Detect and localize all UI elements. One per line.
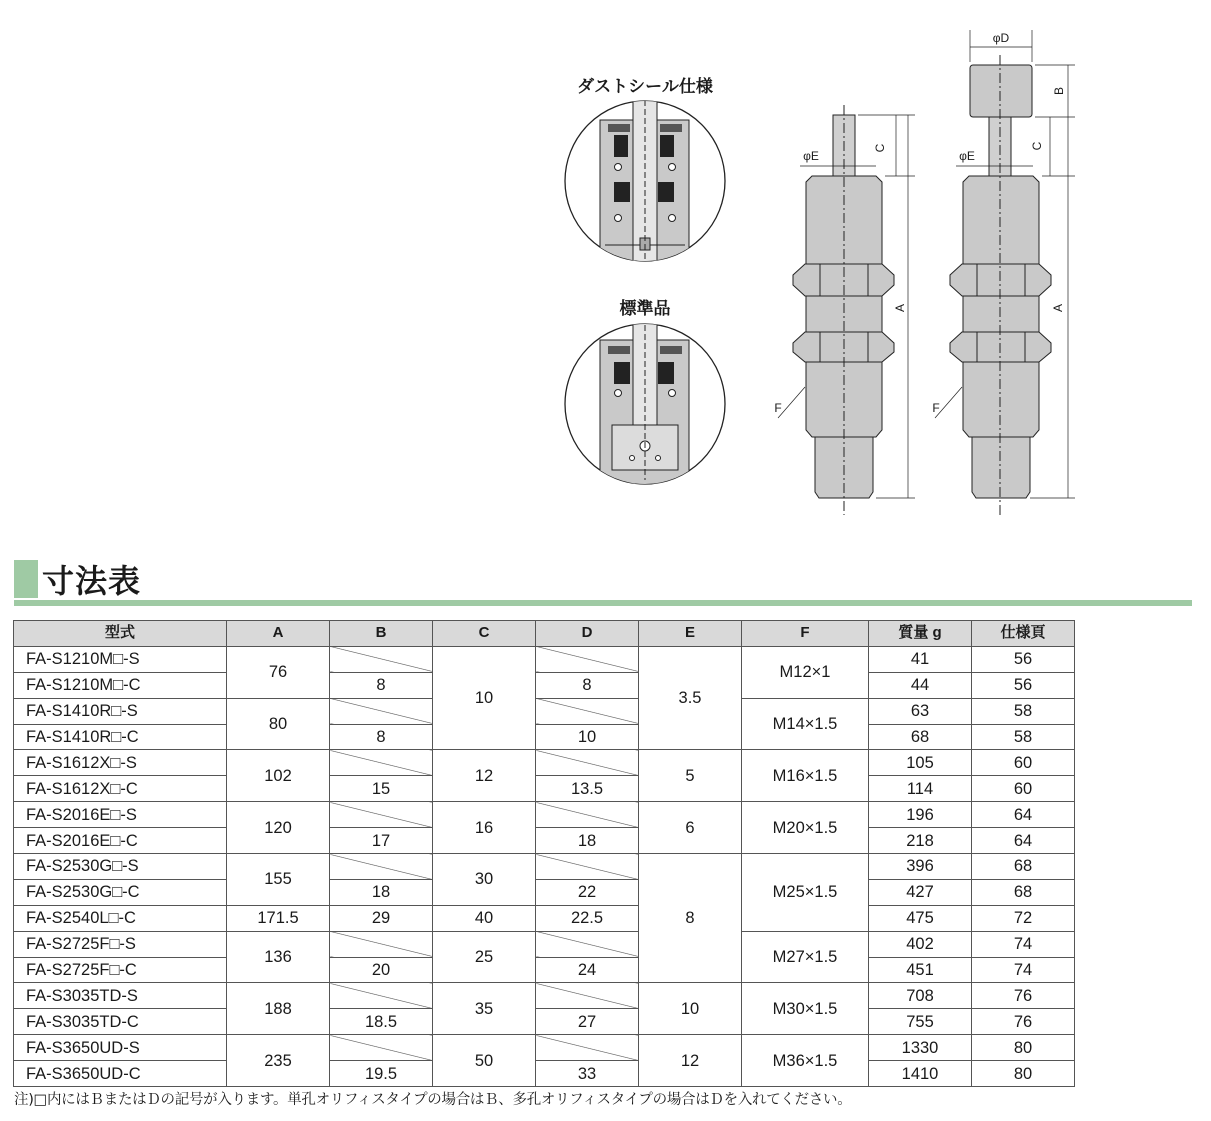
cell-mass: 41 [869, 646, 972, 672]
cell-d: 8 [536, 672, 639, 698]
cell-b [330, 750, 433, 776]
cell-model: FA-S1410R□-C [14, 724, 227, 750]
table-row [14, 1035, 1075, 1061]
table-header-row [14, 621, 1075, 647]
cell-a: 155 [227, 854, 330, 906]
table-row [14, 1061, 1075, 1087]
table-row [14, 957, 1075, 983]
cell-b [330, 802, 433, 828]
column-header: F [742, 621, 869, 647]
dim-c-label-1: C [873, 143, 887, 153]
dim-a-label-1: A [893, 303, 907, 313]
cell-d: 10 [536, 724, 639, 750]
cell-model: FA-S1210M□-C [14, 672, 227, 698]
cell-model: FA-S1410R□-S [14, 698, 227, 724]
cell-d: 22.5 [536, 905, 639, 931]
cell-d [536, 802, 639, 828]
cell-a: 80 [227, 698, 330, 750]
table-row [14, 828, 1075, 854]
cell-mass: 427 [869, 879, 972, 905]
table-body [14, 646, 1075, 1086]
cell-page: 74 [972, 957, 1075, 983]
cell-model: FA-S2530G□-C [14, 879, 227, 905]
cell-page: 58 [972, 698, 1075, 724]
cell-c: 35 [433, 983, 536, 1035]
cell-e: 6 [639, 802, 742, 854]
cell-c: 50 [433, 1035, 536, 1087]
cell-page: 58 [972, 724, 1075, 750]
dimension-table [13, 620, 1075, 1087]
cell-mass: 114 [869, 776, 972, 802]
column-header: E [639, 621, 742, 647]
cell-d: 13.5 [536, 776, 639, 802]
cell-c: 30 [433, 854, 536, 906]
table-row [14, 1009, 1075, 1035]
table-row [14, 724, 1075, 750]
column-header: A [227, 621, 330, 647]
cell-b: 18 [330, 879, 433, 905]
cell-page: 60 [972, 776, 1075, 802]
cell-model: FA-S2016E□-S [14, 802, 227, 828]
cell-a: 102 [227, 750, 330, 802]
table-row [14, 879, 1075, 905]
cell-mass: 475 [869, 905, 972, 931]
cell-model: FA-S1210M□-S [14, 646, 227, 672]
section-title-rule [14, 600, 1192, 606]
cell-b: 18.5 [330, 1009, 433, 1035]
cell-d [536, 646, 639, 672]
standard-caption: 標準品 [619, 299, 671, 319]
cell-a: 235 [227, 1035, 330, 1087]
cell-e: 5 [639, 750, 742, 802]
cell-model: FA-S2725F□-C [14, 957, 227, 983]
cell-mass: 451 [869, 957, 972, 983]
cell-e: 12 [639, 1035, 742, 1087]
cell-b [330, 854, 433, 880]
cell-page: 68 [972, 879, 1075, 905]
cell-b: 29 [330, 905, 433, 931]
cell-c: 16 [433, 802, 536, 854]
cell-model: FA-S3650UD-S [14, 1035, 227, 1061]
cell-d [536, 931, 639, 957]
cell-page: 76 [972, 1009, 1075, 1035]
cell-f: M20×1.5 [742, 802, 869, 854]
cell-a: 171.5 [227, 905, 330, 931]
cell-mass: 1330 [869, 1035, 972, 1061]
dim-c-label-2: C [1030, 141, 1044, 151]
table-row [14, 802, 1075, 828]
cell-c: 40 [433, 905, 536, 931]
cell-page: 56 [972, 646, 1075, 672]
cell-b [330, 931, 433, 957]
cell-model: FA-S2725F□-S [14, 931, 227, 957]
cell-mass: 218 [869, 828, 972, 854]
cell-page: 80 [972, 1061, 1075, 1087]
cell-mass: 1410 [869, 1061, 972, 1087]
cell-a: 136 [227, 931, 330, 983]
cell-f: M27×1.5 [742, 931, 869, 983]
cell-b: 15 [330, 776, 433, 802]
cell-f: M12×1 [742, 646, 869, 698]
column-header: 質量 g [869, 621, 972, 647]
cell-d [536, 750, 639, 776]
cell-mass: 396 [869, 854, 972, 880]
column-header: C [433, 621, 536, 647]
cell-mass: 44 [869, 672, 972, 698]
cell-f: M16×1.5 [742, 750, 869, 802]
cell-model: FA-S1612X□-S [14, 750, 227, 776]
section-title: 寸法表 [42, 562, 142, 600]
cell-f: M36×1.5 [742, 1035, 869, 1087]
cell-page: 74 [972, 931, 1075, 957]
technical-drawing [0, 0, 1211, 530]
table-row [14, 672, 1075, 698]
cell-e: 10 [639, 983, 742, 1035]
cell-d: 27 [536, 1009, 639, 1035]
cell-page: 68 [972, 854, 1075, 880]
cell-c: 25 [433, 931, 536, 983]
cell-b: 19.5 [330, 1061, 433, 1087]
cell-page: 76 [972, 983, 1075, 1009]
cell-e: 3.5 [639, 646, 742, 750]
table-row [14, 646, 1075, 672]
cell-e: 8 [639, 854, 742, 983]
column-header: B [330, 621, 433, 647]
column-header: 仕様頁 [972, 621, 1075, 647]
cell-f: M14×1.5 [742, 698, 869, 750]
cell-model: FA-S2016E□-C [14, 828, 227, 854]
cell-b: 8 [330, 724, 433, 750]
column-header: 型式 [14, 621, 227, 647]
cell-a: 188 [227, 983, 330, 1035]
cell-page: 72 [972, 905, 1075, 931]
dim-e-label-1: φE [803, 149, 819, 163]
cell-page: 56 [972, 672, 1075, 698]
cell-b: 8 [330, 672, 433, 698]
cell-mass: 402 [869, 931, 972, 957]
cell-page: 60 [972, 750, 1075, 776]
cell-model: FA-S1612X□-C [14, 776, 227, 802]
dust-seal-detail [565, 95, 725, 270]
dim-e-label-2: φE [959, 149, 975, 163]
cell-b: 20 [330, 957, 433, 983]
cell-page: 64 [972, 802, 1075, 828]
cell-b [330, 646, 433, 672]
cell-b [330, 983, 433, 1009]
cell-d: 24 [536, 957, 639, 983]
cell-model: FA-S2540L□-C [14, 905, 227, 931]
dim-f-label-1: F [774, 401, 782, 415]
cell-d [536, 983, 639, 1009]
dim-b-label: B [1052, 86, 1066, 96]
table-row [14, 983, 1075, 1009]
cell-c: 12 [433, 750, 536, 802]
cell-f: M30×1.5 [742, 983, 869, 1035]
cell-model: FA-S3650UD-C [14, 1061, 227, 1087]
section-title-marker [14, 560, 38, 598]
standard-detail [565, 320, 725, 490]
cell-f: M25×1.5 [742, 854, 869, 932]
table-row [14, 776, 1075, 802]
absorber-cap-view [935, 30, 1075, 518]
cell-d: 33 [536, 1061, 639, 1087]
cell-mass: 755 [869, 1009, 972, 1035]
cell-model: FA-S2530G□-S [14, 854, 227, 880]
table-row [14, 854, 1075, 880]
table-row [14, 750, 1075, 776]
cell-mass: 63 [869, 698, 972, 724]
cell-d [536, 854, 639, 880]
cell-mass: 68 [869, 724, 972, 750]
cell-page: 64 [972, 828, 1075, 854]
dim-d-label: φD [992, 31, 1010, 45]
cell-a: 120 [227, 802, 330, 854]
table-row [14, 905, 1075, 931]
cell-mass: 196 [869, 802, 972, 828]
dim-a-label-2: A [1051, 303, 1065, 313]
footnote: 注)□内にはＢまたはＤの記号が入ります。単孔オリフィスタイプの場合はＢ、多孔オリフィスタイプの場合はＤを入れてください。 [14, 1092, 852, 1108]
cell-a: 76 [227, 646, 330, 698]
cell-d [536, 1035, 639, 1061]
cell-d [536, 698, 639, 724]
column-header: D [536, 621, 639, 647]
cell-mass: 708 [869, 983, 972, 1009]
cell-page: 80 [972, 1035, 1075, 1061]
table-row [14, 698, 1075, 724]
cell-b [330, 1035, 433, 1061]
dim-f-label-2: F [932, 401, 940, 415]
cell-d: 22 [536, 879, 639, 905]
cell-model: FA-S3035TD-C [14, 1009, 227, 1035]
cell-b [330, 698, 433, 724]
cell-b: 17 [330, 828, 433, 854]
cell-mass: 105 [869, 750, 972, 776]
cell-c: 10 [433, 646, 536, 750]
cell-model: FA-S3035TD-S [14, 983, 227, 1009]
cell-d: 18 [536, 828, 639, 854]
table-row [14, 931, 1075, 957]
dust-seal-caption: ダストシール仕様 [577, 77, 713, 97]
